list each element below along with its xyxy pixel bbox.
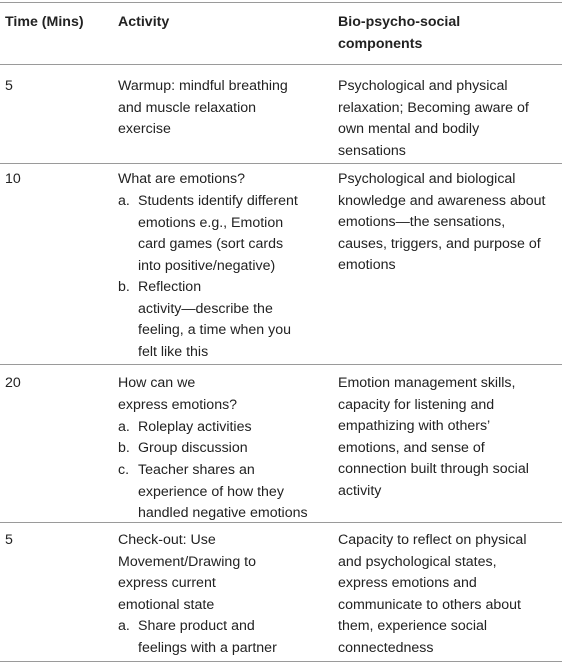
table-top-rule	[0, 2, 562, 3]
table-row-time: 10	[5, 171, 21, 187]
table-row-components: Psychological and physical relaxation; Becoming aware of own mental and bodily sensations	[338, 78, 529, 159]
table-bottom-rule	[0, 661, 562, 662]
row-rule	[0, 163, 562, 164]
header-rule	[0, 64, 562, 65]
row-rule	[0, 364, 562, 365]
table-row-time: 20	[5, 375, 21, 391]
row-rule	[0, 522, 562, 523]
table-row-time: 5	[5, 532, 13, 548]
table-row-time: 5	[5, 78, 13, 94]
table-row-components: Emotion management skills, capacity for listening and empathizing with others’ emotions, and sense of connection built through social activity	[338, 375, 529, 499]
table-row-activity: Warmup: mindful breathing and muscle relaxation exercise	[118, 78, 288, 137]
header-components: Bio-psycho-social components	[338, 14, 461, 52]
table-row-activity: How can we express emotions?	[118, 375, 238, 413]
table-row-activity: What are emotions?	[118, 171, 245, 187]
header-activity: Activity	[118, 14, 170, 30]
activity-table: Time (Mins) Activity Bio-psycho-social components 5 Warmup: mindful breathing and muscle relaxation exercise Psychological and physical relaxation; Becoming aware of own mental and bodily sensations 10 What are emotions? a. Students identify different emotions e.g., Emotion card games (sort cards into positive/negative) b. Reflection activity—describe the feeling, a time when you felt like this Psychological and biological knowledge and awareness about emotions—the sensations, causes, triggers, and purpose of emotions 20 How can we express emotions? a. Roleplay activities b. Group discussion c. Teacher shares an experience of how they handled negative emotions Emotion management skills, capacity for listening and empathizing with others’ emotions, and sense of connection built through social activity 5 Check-out: Use Movement/Drawing to express current emotional state a. Share product and feelings with a partner Capacity to reflect on physical and psychological states, express emotions and communicate to others about them, experience social connectedness	[0, 0, 562, 663]
table-row-activity: Check-out: Use Movement/Drawing to express current emotional state	[118, 532, 256, 613]
table-row-components: Capacity to reflect on physical and psychological states, express emotions and communicate to others about them, experience social connectedness	[338, 532, 527, 656]
header-time: Time (Mins)	[5, 14, 84, 30]
table-row-components: Psychological and biological knowledge and awareness about emotions—the sensations, causes, triggers, and purpose of emotions	[338, 171, 546, 273]
